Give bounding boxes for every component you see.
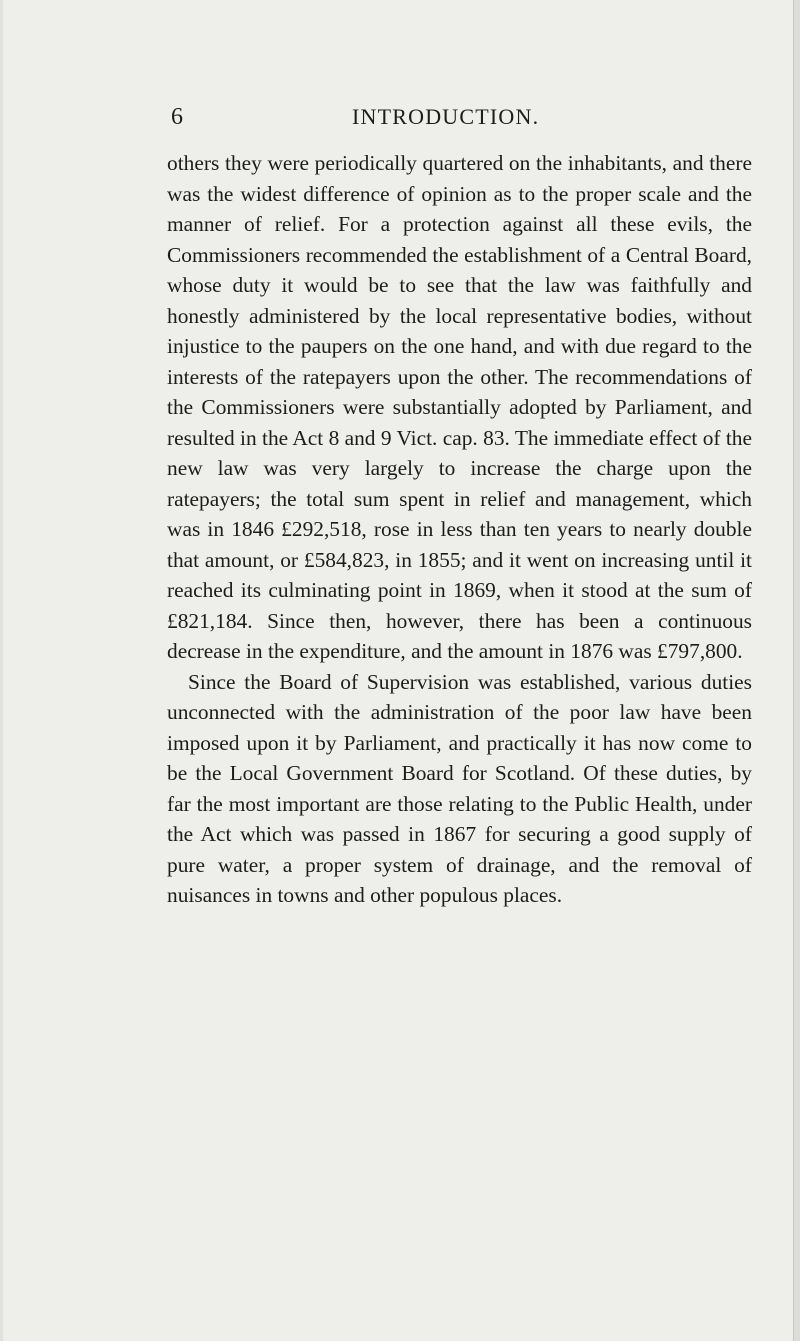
page-left-edge: [0, 0, 3, 1341]
running-head: [0, 100, 800, 134]
body-text: [167, 148, 752, 911]
page-right-edge: [793, 0, 800, 1341]
page-number: 6: [171, 104, 183, 130]
running-title: INTRODUCTION.: [352, 104, 540, 129]
paragraph-continued: others they were periodically quartered on the inhabitants, and there was the widest difference of opinion as to the proper scale and the manner of relief. For a protection against all these evils, the Commissioners recommended the establishment of a Central Board, whose duty it would be to see that the law was faithfully and honestly administered by the local representative bodies, without injustice to the paupers on the one hand, and with due regard to the interests of the ratepayers upon the other. The recommendations of the Commissioners were substantially adopted by Parliament, and resulted in the Act 8 and 9 Vict. cap. 83. The immediate effect of the new law was very largely to increase the charge upon the ratepayers; the total sum spent in relief and management, which was in 1846 £292,518, rose in less than ten years to nearly double that amount, or £584,823, in 1855; and it went on increasing until it reached its culminating point in 1869, when it stood at the sum of £821,184. Since then, however, there has been a continuous decrease in the expenditure, and the amount in 1876 was £797,800.: [167, 151, 752, 663]
paragraph-board-of-supervision: Since the Board of Supervision was established, various duties unconnected with the administration of the poor law have been imposed upon it by Parliament, and practically it has now come to be the Local Government Board for Scotland. Of these duties, by far the most important are those relating to the Public Health, under the Act which was passed in 1867 for securing a good supply of pure water, a proper system of drainage, and the removal of nuisances in towns and other populous places.: [167, 669, 752, 907]
